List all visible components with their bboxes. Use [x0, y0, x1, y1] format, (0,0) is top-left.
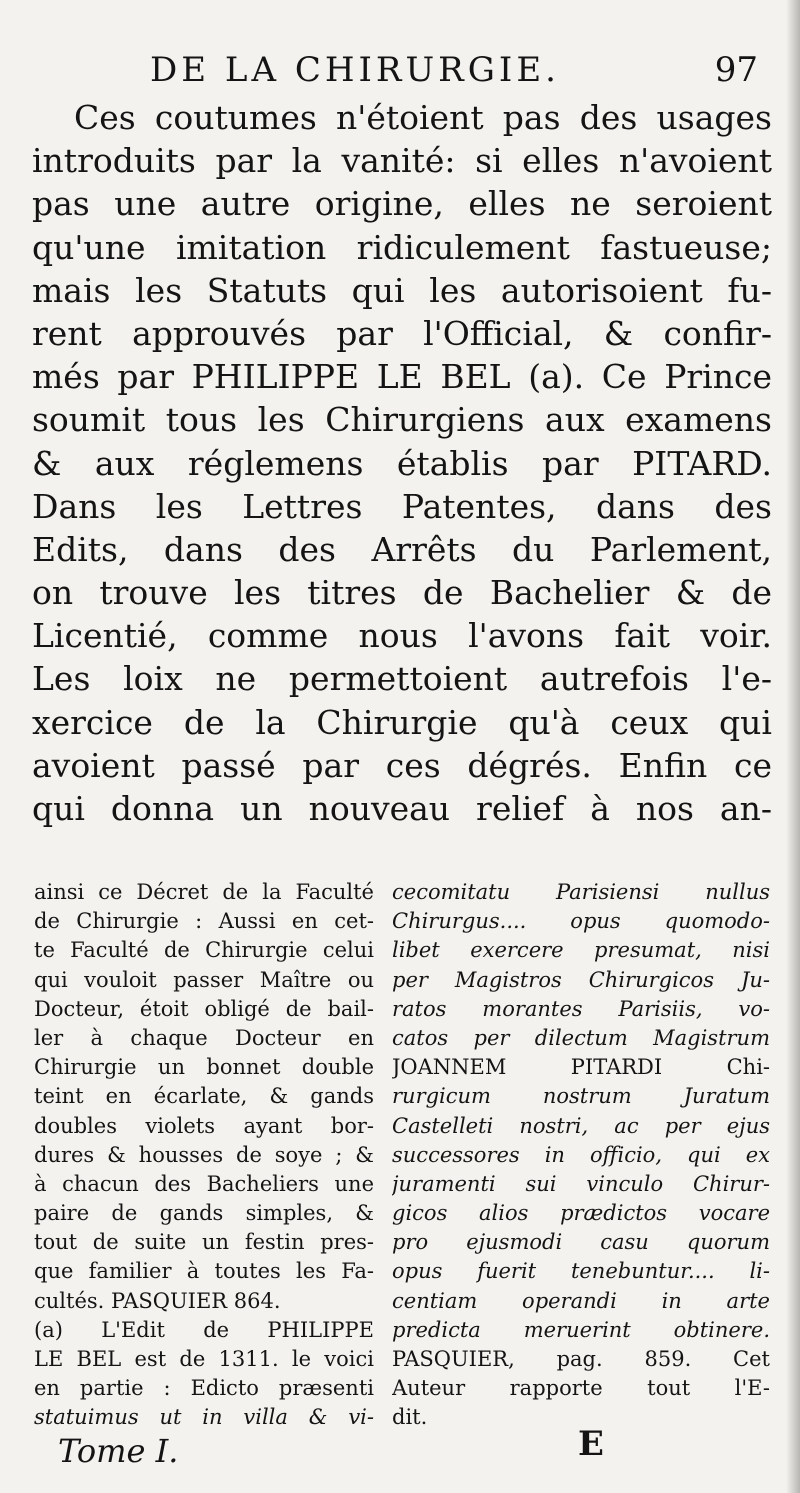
footnote-line: cecomitatu Parisiensi nullus: [392, 880, 770, 904]
footnote-line: Castelleti nostri, ac per ejus: [392, 1113, 770, 1138]
main-line: més par PHILIPPE LE BEL (a). Ce Prince: [32, 357, 772, 397]
footnote-line: LE BEL est de 1311. le voici: [34, 1347, 374, 1371]
footnote-line: juramenti sui vinculo Chirur-: [392, 1171, 770, 1196]
page-footer: [58, 1424, 758, 1482]
main-line: qui donna un nouveau relief à nos an-: [32, 789, 772, 828]
footnote-line: dit.: [392, 1405, 428, 1430]
footnote-line: PASQUIER, pag. 859. Cet: [392, 1347, 770, 1371]
spine-shadow: [786, 0, 800, 1493]
footnote-line: statuimus ut in villa & vi-: [34, 1405, 374, 1430]
footnote-line: ler à chaque Docteur en: [34, 1025, 374, 1050]
footnote-line: catos per dilectum Magistrum: [392, 1025, 770, 1050]
main-line: Ces coutumes n'étoient pas des usages: [74, 98, 772, 137]
footnote-line: per Magistros Chirurgicos Ju-: [392, 967, 770, 992]
footnote-line: Chirurgus.... opus quomodo-: [392, 909, 770, 934]
main-line: & aux réglemens établis par PITARD.: [32, 443, 772, 483]
footnote-line: successores in officio, qui ex: [392, 1142, 770, 1167]
main-line: avoient passé par ces dégrés. Enfin ce: [32, 745, 772, 785]
footnote-line: (a) L'Edit de PHILIPPE: [34, 1317, 374, 1342]
footnote-line: à chacun des Bacheliers une: [34, 1171, 374, 1196]
main-line: Les loix ne permettoient autrefois l'e-: [32, 659, 772, 699]
main-line: Edits, dans des Arrêts du Parlement,: [32, 529, 772, 569]
volume-label: Tome I.: [58, 1432, 179, 1470]
footnote-line: qui vouloit passer Maître ou: [34, 967, 374, 992]
main-line: Licentié, comme nous l'avons fait voir.: [32, 616, 772, 656]
main-line: on trouve les titres de Bachelier & de: [32, 573, 772, 613]
footnote-line: gicos alios prædictos vocare: [392, 1201, 770, 1226]
signature-mark: E: [578, 1424, 604, 1464]
running-title: DE LA CHIRURGIE.: [150, 50, 560, 90]
main-text: [32, 96, 772, 830]
running-head: [150, 50, 770, 100]
footnote-line: pro ejusmodi casu quorum: [392, 1230, 770, 1255]
footnote-line: de Chirurgie : Aussi en cet-: [34, 909, 374, 934]
main-line: soumit tous les Chirurgiens aux examens: [32, 400, 772, 440]
footnote-line: ratos morantes Parisiis, vo-: [392, 996, 770, 1021]
footnote-line: opus fuerit tenebuntur.... li-: [392, 1259, 770, 1284]
main-line: Dans les Lettres Patentes, dans des: [32, 486, 772, 526]
footnote-line: te Faculté de Chirurgie celui: [34, 938, 374, 963]
footnote-line: Chirurgie un bonnet double: [34, 1055, 374, 1080]
footnote-line: que familier à toutes les Fa-: [34, 1259, 374, 1284]
footnote-column-right: [392, 878, 770, 1433]
main-line: mais les Statuts qui les autorisoient fu-: [32, 270, 772, 310]
footnote-line: libet exercere presumat, nisi: [392, 938, 770, 963]
footnote-line: en partie : Edicto præsenti: [34, 1376, 374, 1401]
footnote-line: teint en écarlate, & gands: [34, 1084, 374, 1109]
footnote-line: cultés. PASQUIER 864.: [34, 1288, 281, 1313]
main-line: introduits par la vanité: si elles n'avoient: [32, 141, 772, 181]
page-number: 97: [714, 50, 758, 90]
footnote-line: doubles violets ayant bor-: [34, 1113, 374, 1138]
footnote-line: predicta meruerint obtinere.: [392, 1317, 770, 1342]
main-line: xercice de la Chirurgie qu'à ceux qui: [32, 702, 772, 742]
footnote-line: dures & housses de soye ; &: [34, 1142, 374, 1167]
main-line: pas une autre origine, elles ne seroient: [32, 184, 772, 224]
footnote-line: ainsi ce Décret de la Faculté: [34, 880, 374, 904]
footnote-line: paire de gands simples, &: [34, 1201, 374, 1226]
footnote-line: Auteur rapporte tout l'E-: [392, 1376, 770, 1401]
footnote-line: tout de suite un festin pres-: [34, 1230, 374, 1255]
footnote-line: Docteur, étoit obligé de bail-: [34, 996, 374, 1021]
footnote-column-left: [34, 878, 374, 1433]
footnote-line: rurgicum nostrum Juratum: [392, 1084, 770, 1109]
footnote-line: JOANNEM PITARDI Chi-: [392, 1055, 770, 1080]
main-line: qu'une imitation ridiculement fastueuse;: [32, 227, 772, 267]
main-line: rent approuvés par l'Official, & confir-: [32, 313, 772, 353]
footnotes: [28, 878, 773, 1438]
footnote-line: centiam operandi in arte: [392, 1288, 770, 1313]
